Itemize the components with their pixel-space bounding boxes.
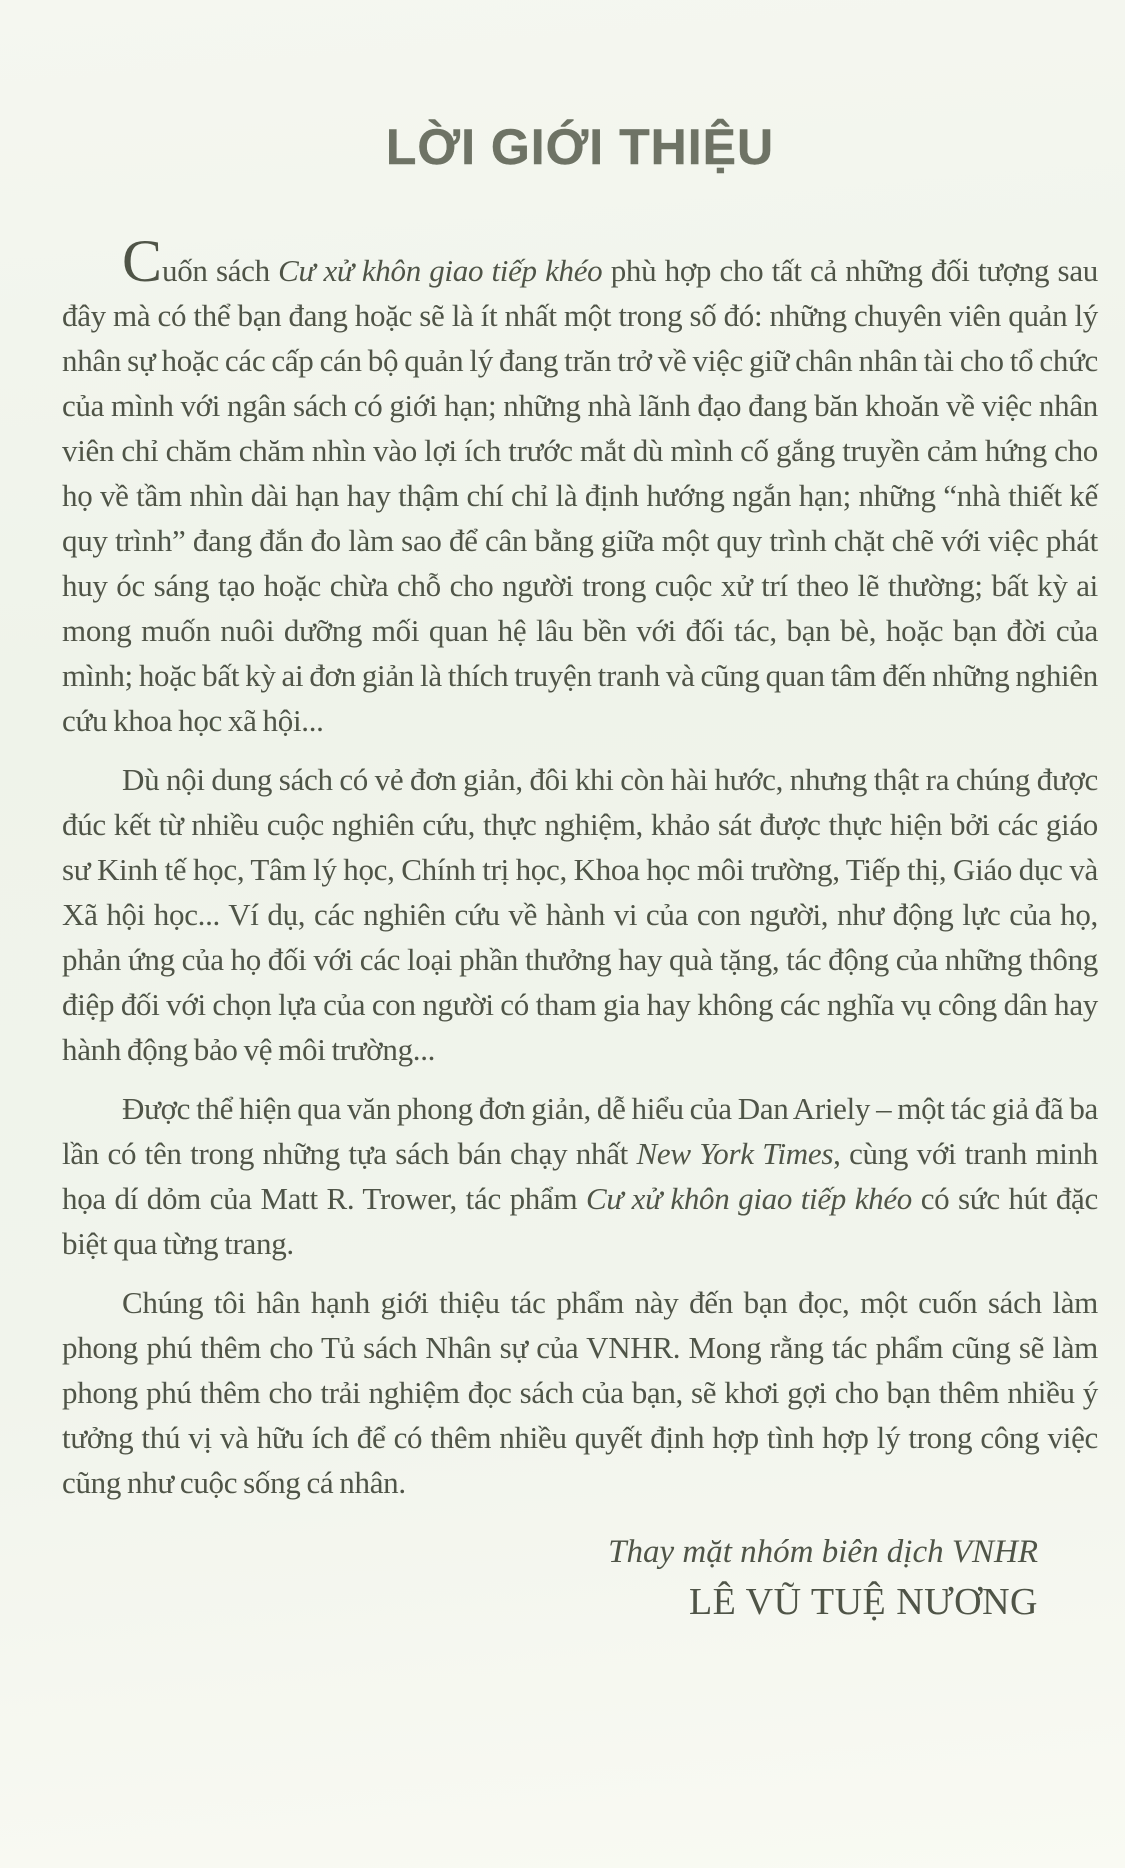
signature-block	[62, 1531, 1098, 1625]
paragraph-4-text: Chúng tôi hân hạnh giới thiệu tác phẩm này đến bạn đọc, một cuốn sách làm phong phú thêm cho Tủ sách Nhân sự của VNHR. Mong rằng tác phẩm cũng sẽ làm phong phú thêm cho trải nghiệm đọc sách của bạn, sẽ khơi gợi cho bạn thêm nhiều ý tưởng thú vị và hữu ích để có thêm nhiều quyết định hợp tình hợp lý trong công việc cũng như cuộc sống cá nhân.	[62, 1285, 1098, 1500]
paragraph-3-text: , cùng với tranh minh họa dí dỏm của Matt R. Trower, tác phẩm	[62, 1136, 1098, 1216]
paragraph-1-lead: uốn sách	[162, 253, 279, 288]
paragraph-2	[62, 757, 1098, 1072]
paragraph-3-text: Được thể hiện qua văn phong đơn giản, dễ hiểu của Dan Ariely – một tác giả đã ba lần có tên trong những tựa sách bán chạy nhất	[62, 1091, 1098, 1171]
body-text	[62, 228, 1098, 1505]
signature-role: Thay mặt nhóm biên dịch VNHR	[608, 1534, 1038, 1570]
drop-cap: C	[122, 228, 163, 294]
paragraph-2-text: Dù nội dung sách có vẻ đơn giản, đôi khi còn hài hước, nhưng thật ra chúng được đúc kết từ nhiều cuộc nghiên cứu, thực nghiệm, khảo sát được thực hiện bởi các giáo sư Kinh tế học, Tâm lý học, Chính trị học, Khoa học môi trường, Tiếp thị, Giáo dục và Xã hội học... Ví dụ, các nghiên cứu về hành vi của con người, như động lực của họ, phản ứng của họ đối với các loại phần thưởng hay quà tặng, tác động của những thông điệp đối với chọn lựa của con người có tham gia hay không các nghĩa vụ công dân hay hành động bảo vệ môi trường...	[62, 762, 1098, 1067]
book-title-italic: Cư xử khôn giao tiếp khéo	[278, 253, 603, 288]
paragraph-4	[62, 1280, 1098, 1505]
paragraph-3	[62, 1086, 1098, 1266]
signature-name: LÊ VŨ TUỆ NƯƠNG	[688, 1581, 1038, 1623]
paragraph-1	[62, 228, 1098, 743]
paragraph-1-text: phù hợp cho tất cả những đối tượng sau đây mà có thể bạn đang hoặc sẽ là ít nhất một trong số đó: những chuyên viên quản lý nhân sự hoặc các cấp cán bộ quản lý đang trăn trở về việc giữ chân nhân tài cho tổ chức của mình với ngân sách có giới hạn; những nhà lãnh đạo đang băn khoăn về việc nhân viên chỉ chăm chăm nhìn vào lợi ích trước mắt dù mình cố gắng truyền cảm hứng cho họ về tầm nhìn dài hạn hay thậm chí chỉ là định hướng ngắn hạn; những “nhà thiết kế quy trình” đang đắn đo làm sao để cân bằng giữa một quy trình chặt chẽ với việc phát huy óc sáng tạo hoặc chừa chỗ cho người trong cuộc xử trí theo lẽ thường; bất kỳ ai mong muốn nuôi dưỡng mối quan hệ lâu bền với đối tác, bạn bè, hoặc bạn đời của mình; hoặc bất kỳ ai đơn giản là thích truyện tranh và cũng quan tâm đến những nghiên cứu khoa học xã hội...	[62, 253, 1098, 738]
page-title: LỜI GIỚI THIỆU	[385, 119, 775, 175]
nyt-title-italic: New York Times	[636, 1136, 834, 1171]
book-title-italic: Cư xử khôn giao tiếp khéo	[585, 1181, 913, 1216]
paragraph-3-text: có sức hút đặc biệt qua từng trang.	[62, 1181, 1098, 1261]
